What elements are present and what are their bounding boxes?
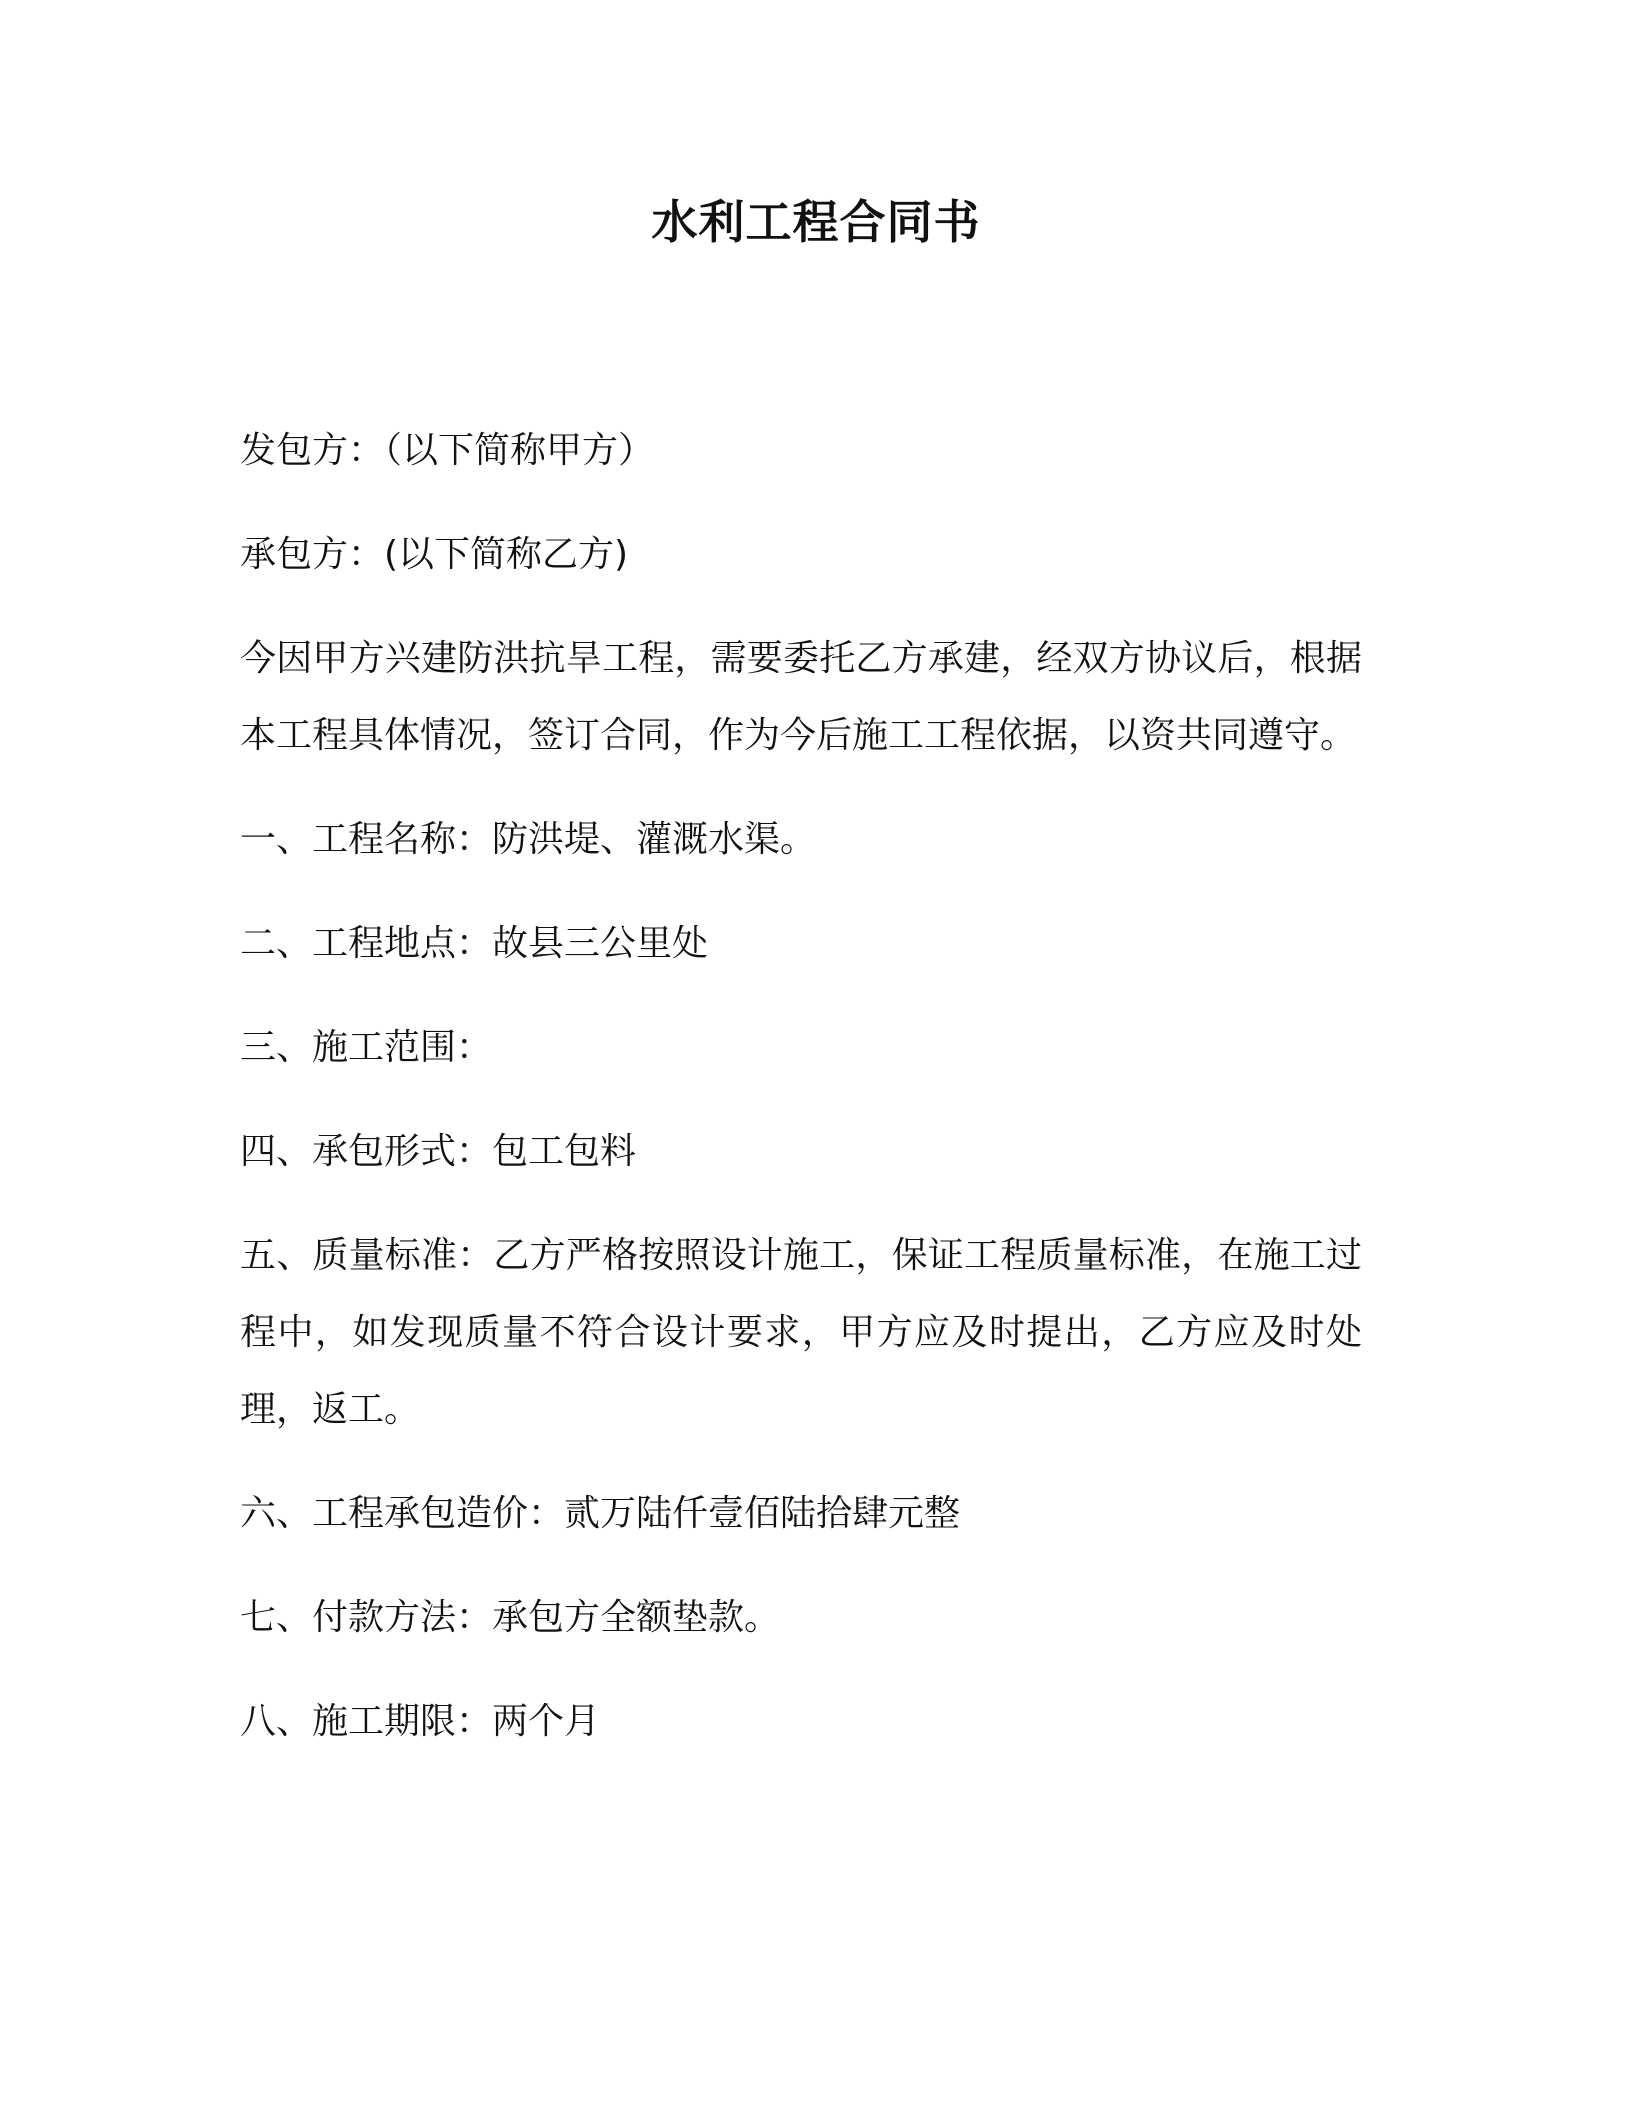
document-title: 水利工程合同书	[651, 195, 981, 249]
clause-contract-price: 六、工程承包造价：贰万陆仟壹佰陆拾肆元整	[240, 1493, 961, 1534]
preamble-paragraph: 今因甲方兴建防洪抗旱工程，需要委托乙方承建，经双方协议后，根据本工程具体情况，签订合同，作为今后施工工程依据，以资共同遵守。	[240, 638, 1362, 756]
clause-construction-period: 八、施工期限：两个月	[240, 1701, 601, 1742]
clause-construction-scope: 三、施工范围：	[240, 1027, 493, 1068]
clause-quality-standard: 五、质量标准：乙方严格按照设计施工，保证工程质量标准，在施工过程中，如发现质量不符合设计要求，甲方应及时提出，乙方应及时处理，返工。	[240, 1235, 1362, 1430]
party-b-line: 承包方：(以下简称乙方)	[240, 534, 629, 575]
party-a-line: 发包方：（以下简称甲方）	[240, 430, 655, 471]
document-body	[240, 412, 1362, 1787]
clause-payment-method: 七、付款方法：承包方全额垫款。	[240, 1597, 781, 1638]
clause-project-location: 二、工程地点：故县三公里处	[240, 923, 709, 964]
clause-project-name: 一、工程名称：防洪堤、灌溉水渠。	[240, 819, 817, 860]
clause-contract-form: 四、承包形式：包工包料	[240, 1131, 637, 1172]
